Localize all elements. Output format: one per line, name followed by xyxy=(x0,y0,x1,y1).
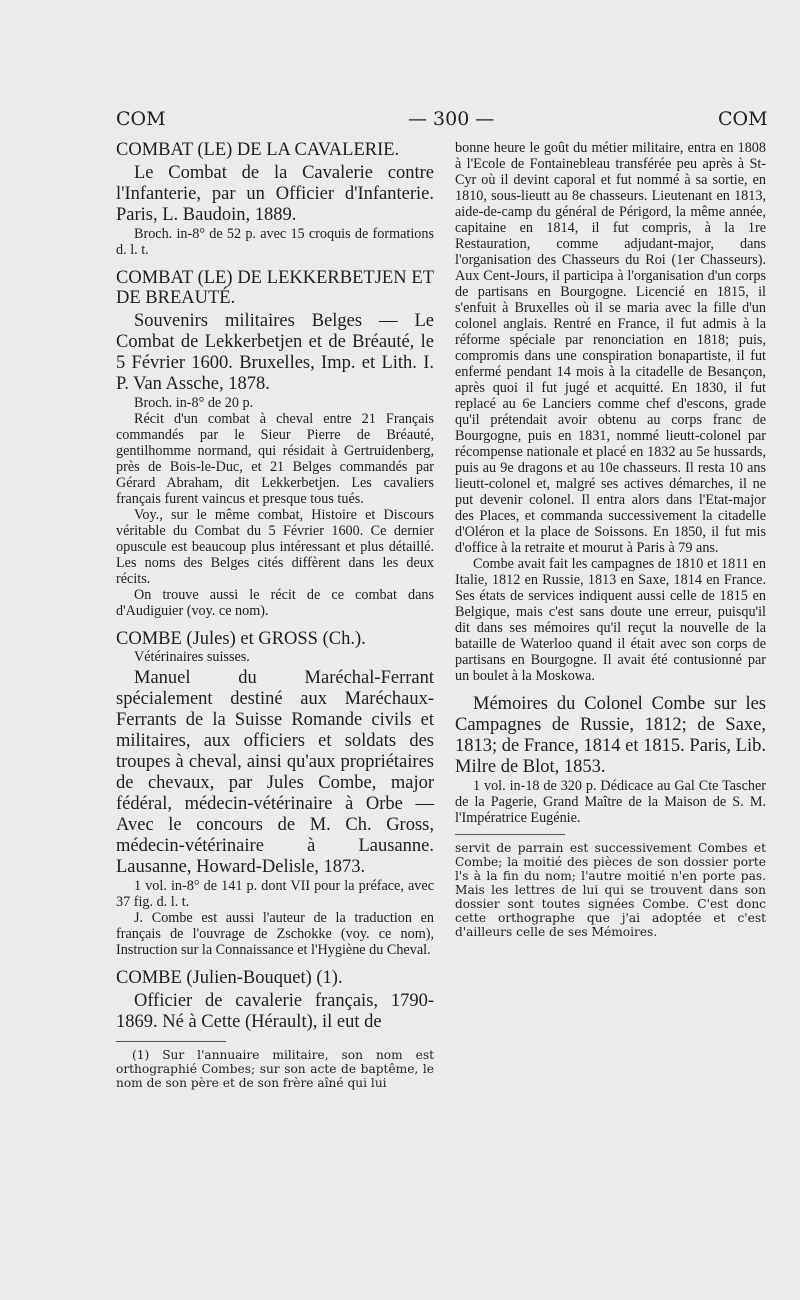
footnote-rule xyxy=(455,834,565,835)
entry-heading: COMBAT (LE) DE LA CAVALERIE. xyxy=(116,140,400,160)
entry-biography: Officier de cavalerie français, 1790-1869. Né à Cette (Hérault), il eut de xyxy=(116,991,434,1032)
entry-heading: COMBAT (LE) DE LEKKERBETJEN ET DE BREAUTÉ. xyxy=(116,268,434,308)
entry-title: Manuel du Maréchal-Ferrant spécialement destiné aux Maréchaux-Ferrants de la Suisse Romande civils et militaires, aux officiers et soldats des troupes à cheval, ainsi qu'aux propriétaires de chevaux, par Jules Combe, major fédéral, médecin-vétérinaire à Orbe — Avec le concours de M. Ch. Gross, médecin-vétérinaire à Lausanne. Lausanne, Howard-Delisle, 1873. xyxy=(116,668,434,877)
entry-biography: bonne heure le goût du métier militaire, entra en 1808 à l'Ecole de Fontainebleau transférée peu après à St-Cyr où il devint caporal et fut nommé à sa sortie, en 1810, sous-lieutt au 8e chasseurs. Lieutenant en 1813, aide-de-camp du général de Périgord, la même année, capitaine en 1814, il fut compris, à la 1re Restauration, comme adjudant-major, dans l'organisation des Chasseurs du Roi (1er Chasseurs). Aux Cent-Jours, il participa à l'organisation d'un corps de partisans en Bourgogne. Licencié en 1815, il s'enfuit à Bruxelles où il se maria avec la fille d'un colonel anglais. Rentré en France, il fut admis à la réforme spéciale par renonciation en 1818; puis, compromis dans une conspiration bonapartiste, il fut enfermé pendant 14 mois à la citadelle de Besançon, après quoi il fut jugé et acquitté. En 1830, il fut replacé au 6e Lanciers comme chef d'escons, grade qu'il prétendait avoir obtenu au corps franc de Bourgogne, puis en 1831, nommé lieutt-colonel par récompense nationale et placé en 1832 au 5e hussards, puis au 9e dragons et au 10e chasseurs. Il resta 10 ans lieutt-colonel et, malgré ses actives démarches, il ne put devenir colonel. Il entra alors dans l'Etat-major des Places, et commanda successivement la citadelle d'Oléron et la place de Soissons. En 1850, il fut mis d'office à la retraite et mourut à Paris à 79 ans. xyxy=(455,140,766,556)
entry-description: Broch. in-8° de 20 p. xyxy=(134,395,254,411)
entry-description: 1 vol. in-8° de 141 p. dont VII pour la préface, avec 37 fig. d. l. t. xyxy=(116,878,434,910)
footnote-continued: servit de parrain est successivement Combes et Combe; la moitié des pièces de son dossier porte l's à la fin du nom; l'autre moitié n'en porte pas. Mais les lettres de lui qui se trouvent dans son dossier sont toutes signées Combe. C'est donc cette orthographe que j'ai adoptée et c'est d'ailleurs celle de ses Mémoires. xyxy=(455,841,766,939)
entry-note: Voy., sur le même combat, Histoire et Discours véritable du Combat du 5 Février 1600. Ce dernier opuscule est beaucoup plus intéressant et plus détaillé. Les noms des Belges cités diffèrent dans les deux récits. xyxy=(116,507,434,587)
footnote: (1) Sur l'annuaire militaire, son nom est orthographié Combes; sur son acte de baptême, le nom de son père et de son frère aîné qui lui xyxy=(116,1048,434,1090)
header-left: COM xyxy=(116,108,166,130)
entry-title: Mémoires du Colonel Combe sur les Campagnes de Russie, 1812; de Saxe, 1813; de France, 1814 et 1815. Paris, Lib. Milre de Blot, 1853. xyxy=(455,694,766,777)
header-right: COM xyxy=(718,108,768,130)
right-column xyxy=(455,140,766,939)
footnote-rule xyxy=(116,1041,226,1042)
entry-note: J. Combe est aussi l'auteur de la traduction en français de l'ouvrage de Zschokke (voy. ce nom), Instruction sur la Connaissance et l'Hygiène du Cheval. xyxy=(116,910,434,958)
entry-heading: COMBE (Jules) et GROSS (Ch.). xyxy=(116,629,366,649)
entry-biography: Combe avait fait les campagnes de 1810 et 1811 en Italie, 1812 en Russie, 1813 en Saxe, 1814 en France. Ses états de services indiquent aussi celle de 1815 en Belgique, mais c'est sans doute une erreur, puisqu'il dit dans ses mémoires qu'il reçut la nouvelle de la bataille de Waterloo quand il était avec son corps de partisans en Bourgogne. Il avait été contusionné par un boulet à la Moskowa. xyxy=(455,556,766,684)
entry-description: Broch. in-8° de 52 p. avec 15 croquis de formations d. l. t. xyxy=(116,226,434,258)
entry-subheading: Vétérinaires suisses. xyxy=(134,649,250,665)
entry-description: 1 vol. in-18 de 320 p. Dédicace au Gal Cte Tascher de la Pagerie, Grand Maître de la Maison de S. M. l'Impératrice Eugénie. xyxy=(455,778,766,826)
running-header xyxy=(0,108,800,134)
entry-note: Récit d'un combat à cheval entre 21 Français commandés par le Sieur Pierre de Bréauté, gentilhomme normand, qui résidait à Gertruidenberg, près de Bois-le-Duc, et 21 Belges commandés par Gérard Abraham, dit Lekkerbetjen. Les cavaliers français furent vaincus et presque tous tués. xyxy=(116,411,434,507)
left-column xyxy=(116,140,434,1090)
entry-note: On trouve aussi le récit de ce combat dans d'Audiguier (voy. ce nom). xyxy=(116,587,434,619)
entry-title: Souvenirs militaires Belges — Le Combat de Lekkerbetjen et de Bréauté, le 5 Février 1600. Bruxelles, Imp. et Lith. I. P. Van Assche, 1878. xyxy=(116,311,434,394)
entry-heading: COMBE (Julien-Bouquet) (1). xyxy=(116,968,343,988)
entry-title: Le Combat de la Cavalerie contre l'Infanterie, par un Officier d'Infanterie. Paris, L. Baudoin, 1889. xyxy=(116,163,434,225)
page-number: — 300 — xyxy=(408,108,495,130)
